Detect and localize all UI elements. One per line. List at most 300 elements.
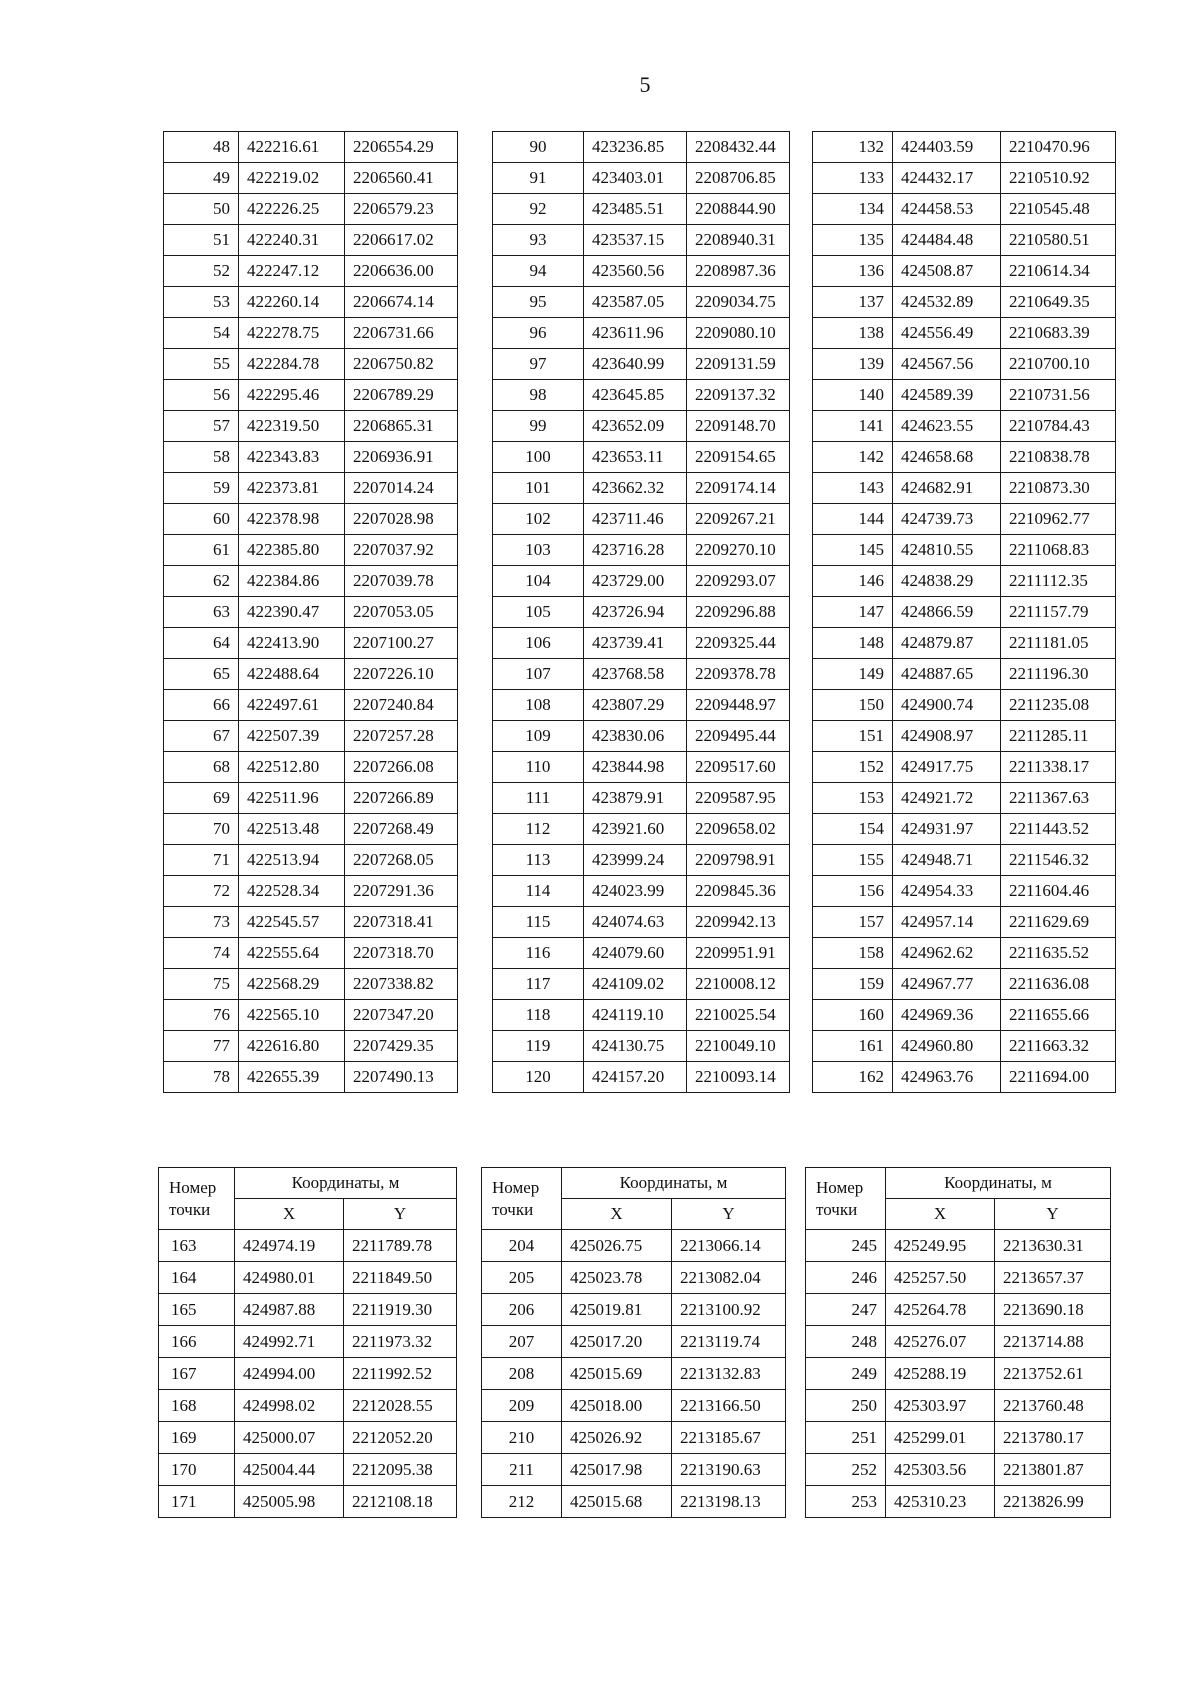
point-number-cell: 59 [164,473,239,504]
point-number-cell: 107 [493,659,584,690]
table-row [493,442,790,473]
table-row [813,690,1116,721]
x-coordinate-cell: 422284.78 [239,349,345,380]
x-coordinate-cell: 422413.90 [239,628,345,659]
table-row [164,194,458,225]
y-coordinate-cell: 2211285.11 [1001,721,1116,752]
y-coordinate-cell: 2207268.49 [345,814,458,845]
table-row [813,349,1116,380]
point-header-line2: точки [169,1199,211,1219]
point-number-cell: 51 [164,225,239,256]
x-coordinate-cell: 423640.99 [584,349,687,380]
table-row [493,1062,790,1093]
y-coordinate-cell: 2209942.13 [687,907,790,938]
point-number-cell: 97 [493,349,584,380]
x-coordinate-cell: 424879.87 [893,628,1001,659]
x-coordinate-cell: 424682.91 [893,473,1001,504]
y-coordinate-cell: 2207039.78 [345,566,458,597]
point-number-cell: 69 [164,783,239,814]
point-number-cell: 109 [493,721,584,752]
table-row [493,1000,790,1031]
point-number-cell: 144 [813,504,893,535]
x-coordinate-cell: 425257.50 [886,1262,995,1294]
point-number-cell: 76 [164,1000,239,1031]
x-coordinate-cell: 424838.29 [893,566,1001,597]
point-number-cell: 75 [164,969,239,1000]
table-row [482,1390,786,1422]
table-body [813,132,1116,1093]
y-coordinate-cell: 2206560.41 [345,163,458,194]
x-coordinate-cell: 422378.98 [239,504,345,535]
point-number-cell: 65 [164,659,239,690]
table-row [813,566,1116,597]
table-row [159,1422,457,1454]
point-number-cell: 210 [482,1422,562,1454]
point-number-cell: 248 [806,1326,886,1358]
table-row [482,1358,786,1390]
x-coordinate-cell: 422513.94 [239,845,345,876]
y-coordinate-cell: 2210008.12 [687,969,790,1000]
header-row [806,1168,1111,1199]
table-row [159,1294,457,1326]
table-row [493,938,790,969]
x-coordinate-cell: 423999.24 [584,845,687,876]
x-coordinate-cell: 424023.99 [584,876,687,907]
point-number-cell: 58 [164,442,239,473]
y-coordinate-cell: 2210025.54 [687,1000,790,1031]
y-coordinate-cell: 2207240.84 [345,690,458,721]
y-coordinate-cell: 2211157.79 [1001,597,1116,628]
y-coordinate-cell: 2209587.95 [687,783,790,814]
point-number-cell: 149 [813,659,893,690]
y-coordinate-cell: 2213657.37 [995,1262,1111,1294]
x-coordinate-cell: 424458.53 [893,194,1001,225]
point-number-cell: 102 [493,504,584,535]
x-coordinate-cell: 424967.77 [893,969,1001,1000]
table-row [493,225,790,256]
y-coordinate-cell: 2211604.46 [1001,876,1116,907]
point-number-cell: 145 [813,535,893,566]
y-coordinate-cell: 2209154.65 [687,442,790,473]
table-header [806,1168,1111,1230]
x-header: X [235,1199,344,1230]
y-coordinate-cell: 2213714.88 [995,1326,1111,1358]
y-coordinate-cell: 2210962.77 [1001,504,1116,535]
point-number-cell: 55 [164,349,239,380]
table-row [164,1062,458,1093]
y-coordinate-cell: 2207257.28 [345,721,458,752]
table-row [493,349,790,380]
table-header [482,1168,786,1230]
table-row [164,1031,458,1062]
y-coordinate-cell: 2206636.00 [345,256,458,287]
y-coordinate-cell: 2213066.14 [672,1230,786,1262]
table-body [164,132,458,1093]
point-number-cell: 105 [493,597,584,628]
point-number-header [482,1168,562,1230]
y-coordinate-cell: 2207429.35 [345,1031,458,1062]
y-coordinate-cell: 2207347.20 [345,1000,458,1031]
table-row [813,752,1116,783]
y-coordinate-cell: 2211068.83 [1001,535,1116,566]
point-number-cell: 71 [164,845,239,876]
point-number-cell: 206 [482,1294,562,1326]
table-row [813,876,1116,907]
y-coordinate-cell: 2213760.48 [995,1390,1111,1422]
table-row [164,442,458,473]
point-number-cell: 108 [493,690,584,721]
point-number-cell: 208 [482,1358,562,1390]
point-number-cell: 169 [159,1422,235,1454]
table-row [813,721,1116,752]
y-coordinate-cell: 2210545.48 [1001,194,1116,225]
table-row [813,473,1116,504]
x-coordinate-cell: 424589.39 [893,380,1001,411]
point-number-cell: 151 [813,721,893,752]
point-number-cell: 52 [164,256,239,287]
y-coordinate-cell: 2211235.08 [1001,690,1116,721]
point-number-cell: 157 [813,907,893,938]
table-row [813,256,1116,287]
x-coordinate-cell: 422528.34 [239,876,345,907]
point-number-cell: 103 [493,535,584,566]
x-coordinate-cell: 423807.29 [584,690,687,721]
point-number-cell: 148 [813,628,893,659]
x-coordinate-cell: 422240.31 [239,225,345,256]
x-coordinate-cell: 422295.46 [239,380,345,411]
y-coordinate-cell: 2208432.44 [687,132,790,163]
x-coordinate-cell: 423739.41 [584,628,687,659]
point-number-cell: 94 [493,256,584,287]
y-coordinate-cell: 2210649.35 [1001,287,1116,318]
x-coordinate-cell: 424130.75 [584,1031,687,1062]
table-row [493,845,790,876]
point-number-cell: 250 [806,1390,886,1422]
y-header: Y [995,1199,1111,1230]
x-coordinate-cell: 422319.50 [239,411,345,442]
y-coordinate-cell: 2206936.91 [345,442,458,473]
y-header: Y [672,1199,786,1230]
point-number-cell: 93 [493,225,584,256]
x-coordinate-cell: 425026.92 [562,1422,672,1454]
y-coordinate-cell: 2209131.59 [687,349,790,380]
y-coordinate-cell: 2211629.69 [1001,907,1116,938]
y-coordinate-cell: 2211367.63 [1001,783,1116,814]
coordinates-table-bottom-1 [158,1167,457,1518]
y-coordinate-cell: 2207318.70 [345,938,458,969]
x-coordinate-cell: 425018.00 [562,1390,672,1422]
y-coordinate-cell: 2211992.52 [344,1358,457,1390]
point-number-cell: 246 [806,1262,886,1294]
table-row [813,442,1116,473]
y-coordinate-cell: 2211789.78 [344,1230,457,1262]
table-row [813,938,1116,969]
y-coordinate-cell: 2211973.32 [344,1326,457,1358]
x-coordinate-cell: 424484.48 [893,225,1001,256]
table-row [813,225,1116,256]
point-number-cell: 212 [482,1486,562,1518]
coordinates-table-bottom-2 [481,1167,786,1518]
point-number-cell: 113 [493,845,584,876]
x-coordinate-cell: 422219.02 [239,163,345,194]
coordinates-table-bottom-3 [805,1167,1111,1518]
y-coordinate-cell: 2207266.08 [345,752,458,783]
point-number-cell: 167 [159,1358,235,1390]
x-coordinate-cell: 424432.17 [893,163,1001,194]
table-row [164,380,458,411]
y-coordinate-cell: 2211663.32 [1001,1031,1116,1062]
table-row [164,473,458,504]
table-row [806,1422,1111,1454]
x-header: X [886,1199,995,1230]
x-coordinate-cell: 422384.86 [239,566,345,597]
point-number-cell: 104 [493,566,584,597]
table-row [813,504,1116,535]
x-coordinate-cell: 424994.00 [235,1358,344,1390]
y-coordinate-cell: 2209517.60 [687,752,790,783]
table-row [164,504,458,535]
y-coordinate-cell: 2210683.39 [1001,318,1116,349]
x-coordinate-cell: 424403.59 [893,132,1001,163]
y-coordinate-cell: 2207226.10 [345,659,458,690]
point-number-cell: 73 [164,907,239,938]
table-body [493,132,790,1093]
table-row [813,783,1116,814]
y-coordinate-cell: 2209951.91 [687,938,790,969]
y-coordinate-cell: 2208844.90 [687,194,790,225]
table-row [493,659,790,690]
point-number-cell: 115 [493,907,584,938]
x-coordinate-cell: 423645.85 [584,380,687,411]
x-coordinate-cell: 422545.57 [239,907,345,938]
x-coordinate-cell: 422497.61 [239,690,345,721]
y-coordinate-cell: 2211338.17 [1001,752,1116,783]
point-number-cell: 165 [159,1294,235,1326]
y-coordinate-cell: 2209296.88 [687,597,790,628]
point-number-cell: 64 [164,628,239,659]
point-number-cell: 139 [813,349,893,380]
x-coordinate-cell: 422655.39 [239,1062,345,1093]
y-coordinate-cell: 2211655.66 [1001,1000,1116,1031]
y-coordinate-cell: 2209658.02 [687,814,790,845]
table-row [159,1230,457,1262]
y-coordinate-cell: 2210784.43 [1001,411,1116,442]
point-number-cell: 50 [164,194,239,225]
table-row [493,411,790,442]
x-coordinate-cell: 423879.91 [584,783,687,814]
point-number-cell: 56 [164,380,239,411]
table-row [493,814,790,845]
x-coordinate-cell: 425017.98 [562,1454,672,1486]
table-row [493,969,790,1000]
x-coordinate-cell: 423711.46 [584,504,687,535]
point-header-line1: Номер [169,1177,217,1197]
point-number-cell: 251 [806,1422,886,1454]
x-coordinate-cell: 424954.33 [893,876,1001,907]
point-number-cell: 96 [493,318,584,349]
y-coordinate-cell: 2211849.50 [344,1262,457,1294]
point-number-cell: 159 [813,969,893,1000]
x-coordinate-cell: 424887.65 [893,659,1001,690]
point-number-cell: 117 [493,969,584,1000]
table-row [164,1000,458,1031]
point-number-cell: 205 [482,1262,562,1294]
y-coordinate-cell: 2210510.92 [1001,163,1116,194]
table-row [813,628,1116,659]
table-row [164,225,458,256]
y-coordinate-cell: 2213166.50 [672,1390,786,1422]
x-coordinate-cell: 422565.10 [239,1000,345,1031]
point-number-header [159,1168,235,1230]
x-coordinate-cell: 424623.55 [893,411,1001,442]
point-number-cell: 138 [813,318,893,349]
table-row [164,876,458,907]
table-row [493,721,790,752]
table-row [159,1262,457,1294]
point-number-cell: 133 [813,163,893,194]
x-coordinate-cell: 423921.60 [584,814,687,845]
y-coordinate-cell: 2211636.08 [1001,969,1116,1000]
point-number-cell: 166 [159,1326,235,1358]
y-coordinate-cell: 2212095.38 [344,1454,457,1486]
x-coordinate-cell: 424921.72 [893,783,1001,814]
coordinates-header: Координаты, м [235,1168,457,1199]
x-coordinate-cell: 422278.75 [239,318,345,349]
point-header-line2: точки [492,1199,534,1219]
y-coordinate-cell: 2209798.91 [687,845,790,876]
x-coordinate-cell: 422226.25 [239,194,345,225]
table-body [806,1230,1111,1518]
x-coordinate-cell: 422343.83 [239,442,345,473]
point-number-cell: 209 [482,1390,562,1422]
x-coordinate-cell: 424739.73 [893,504,1001,535]
table-row [164,349,458,380]
table-row [813,845,1116,876]
point-number-cell: 110 [493,752,584,783]
table-row [493,535,790,566]
y-coordinate-cell: 2209174.14 [687,473,790,504]
point-number-cell: 156 [813,876,893,907]
point-number-cell: 91 [493,163,584,194]
table-row [164,969,458,1000]
y-coordinate-cell: 2206617.02 [345,225,458,256]
table-row [493,318,790,349]
table-row [493,504,790,535]
point-number-cell: 100 [493,442,584,473]
y-coordinate-cell: 2213630.31 [995,1230,1111,1262]
x-coordinate-cell: 425276.07 [886,1326,995,1358]
x-coordinate-cell: 424931.97 [893,814,1001,845]
point-header-line1: Номер [816,1177,864,1197]
x-coordinate-cell: 424992.71 [235,1326,344,1358]
point-number-cell: 168 [159,1390,235,1422]
table-row [813,907,1116,938]
table-row [164,721,458,752]
table-row [482,1294,786,1326]
table-row [806,1326,1111,1358]
table-header [159,1168,457,1230]
point-number-cell: 118 [493,1000,584,1031]
point-number-header [806,1168,886,1230]
x-coordinate-cell: 422568.29 [239,969,345,1000]
x-coordinate-cell: 423716.28 [584,535,687,566]
y-coordinate-cell: 2213801.87 [995,1454,1111,1486]
x-coordinate-cell: 423560.56 [584,256,687,287]
point-number-cell: 101 [493,473,584,504]
point-number-cell: 136 [813,256,893,287]
point-header-line2: точки [816,1199,858,1219]
point-number-cell: 252 [806,1454,886,1486]
point-number-cell: 132 [813,132,893,163]
x-coordinate-cell: 423611.96 [584,318,687,349]
table-row [164,566,458,597]
y-coordinate-cell: 2210700.10 [1001,349,1116,380]
point-number-cell: 68 [164,752,239,783]
x-coordinate-cell: 422260.14 [239,287,345,318]
point-number-cell: 207 [482,1326,562,1358]
x-header: X [562,1199,672,1230]
point-number-cell: 204 [482,1230,562,1262]
x-coordinate-cell: 423537.15 [584,225,687,256]
point-number-cell: 134 [813,194,893,225]
y-coordinate-cell: 2213826.99 [995,1486,1111,1518]
point-number-cell: 247 [806,1294,886,1326]
table-row [806,1294,1111,1326]
y-coordinate-cell: 2210580.51 [1001,225,1116,256]
y-coordinate-cell: 2209293.07 [687,566,790,597]
x-coordinate-cell: 424987.88 [235,1294,344,1326]
y-coordinate-cell: 2211694.00 [1001,1062,1116,1093]
x-coordinate-cell: 422247.12 [239,256,345,287]
point-number-cell: 111 [493,783,584,814]
table-row [164,659,458,690]
table-row [806,1390,1111,1422]
point-number-cell: 170 [159,1454,235,1486]
table-row [806,1486,1111,1518]
y-coordinate-cell: 2213690.18 [995,1294,1111,1326]
table-row [493,380,790,411]
table-row [493,907,790,938]
x-coordinate-cell: 423587.05 [584,287,687,318]
table-row [164,163,458,194]
table-row [493,628,790,659]
point-number-cell: 143 [813,473,893,504]
x-coordinate-cell: 422616.80 [239,1031,345,1062]
y-coordinate-cell: 2210093.14 [687,1062,790,1093]
x-coordinate-cell: 424962.62 [893,938,1001,969]
x-coordinate-cell: 425303.97 [886,1390,995,1422]
x-coordinate-cell: 422511.96 [239,783,345,814]
y-coordinate-cell: 2206554.29 [345,132,458,163]
x-coordinate-cell: 424960.80 [893,1031,1001,1062]
x-coordinate-cell: 424810.55 [893,535,1001,566]
x-coordinate-cell: 423830.06 [584,721,687,752]
table-row [164,256,458,287]
table-row [813,659,1116,690]
table-row [813,597,1116,628]
y-coordinate-cell: 2206750.82 [345,349,458,380]
table-row [493,1031,790,1062]
point-number-cell: 95 [493,287,584,318]
x-coordinate-cell: 425249.95 [886,1230,995,1262]
table-row [493,690,790,721]
x-coordinate-cell: 424567.56 [893,349,1001,380]
point-number-cell: 54 [164,318,239,349]
x-coordinate-cell: 423844.98 [584,752,687,783]
x-coordinate-cell: 424119.10 [584,1000,687,1031]
y-coordinate-cell: 2213198.13 [672,1486,786,1518]
y-coordinate-cell: 2213082.04 [672,1262,786,1294]
